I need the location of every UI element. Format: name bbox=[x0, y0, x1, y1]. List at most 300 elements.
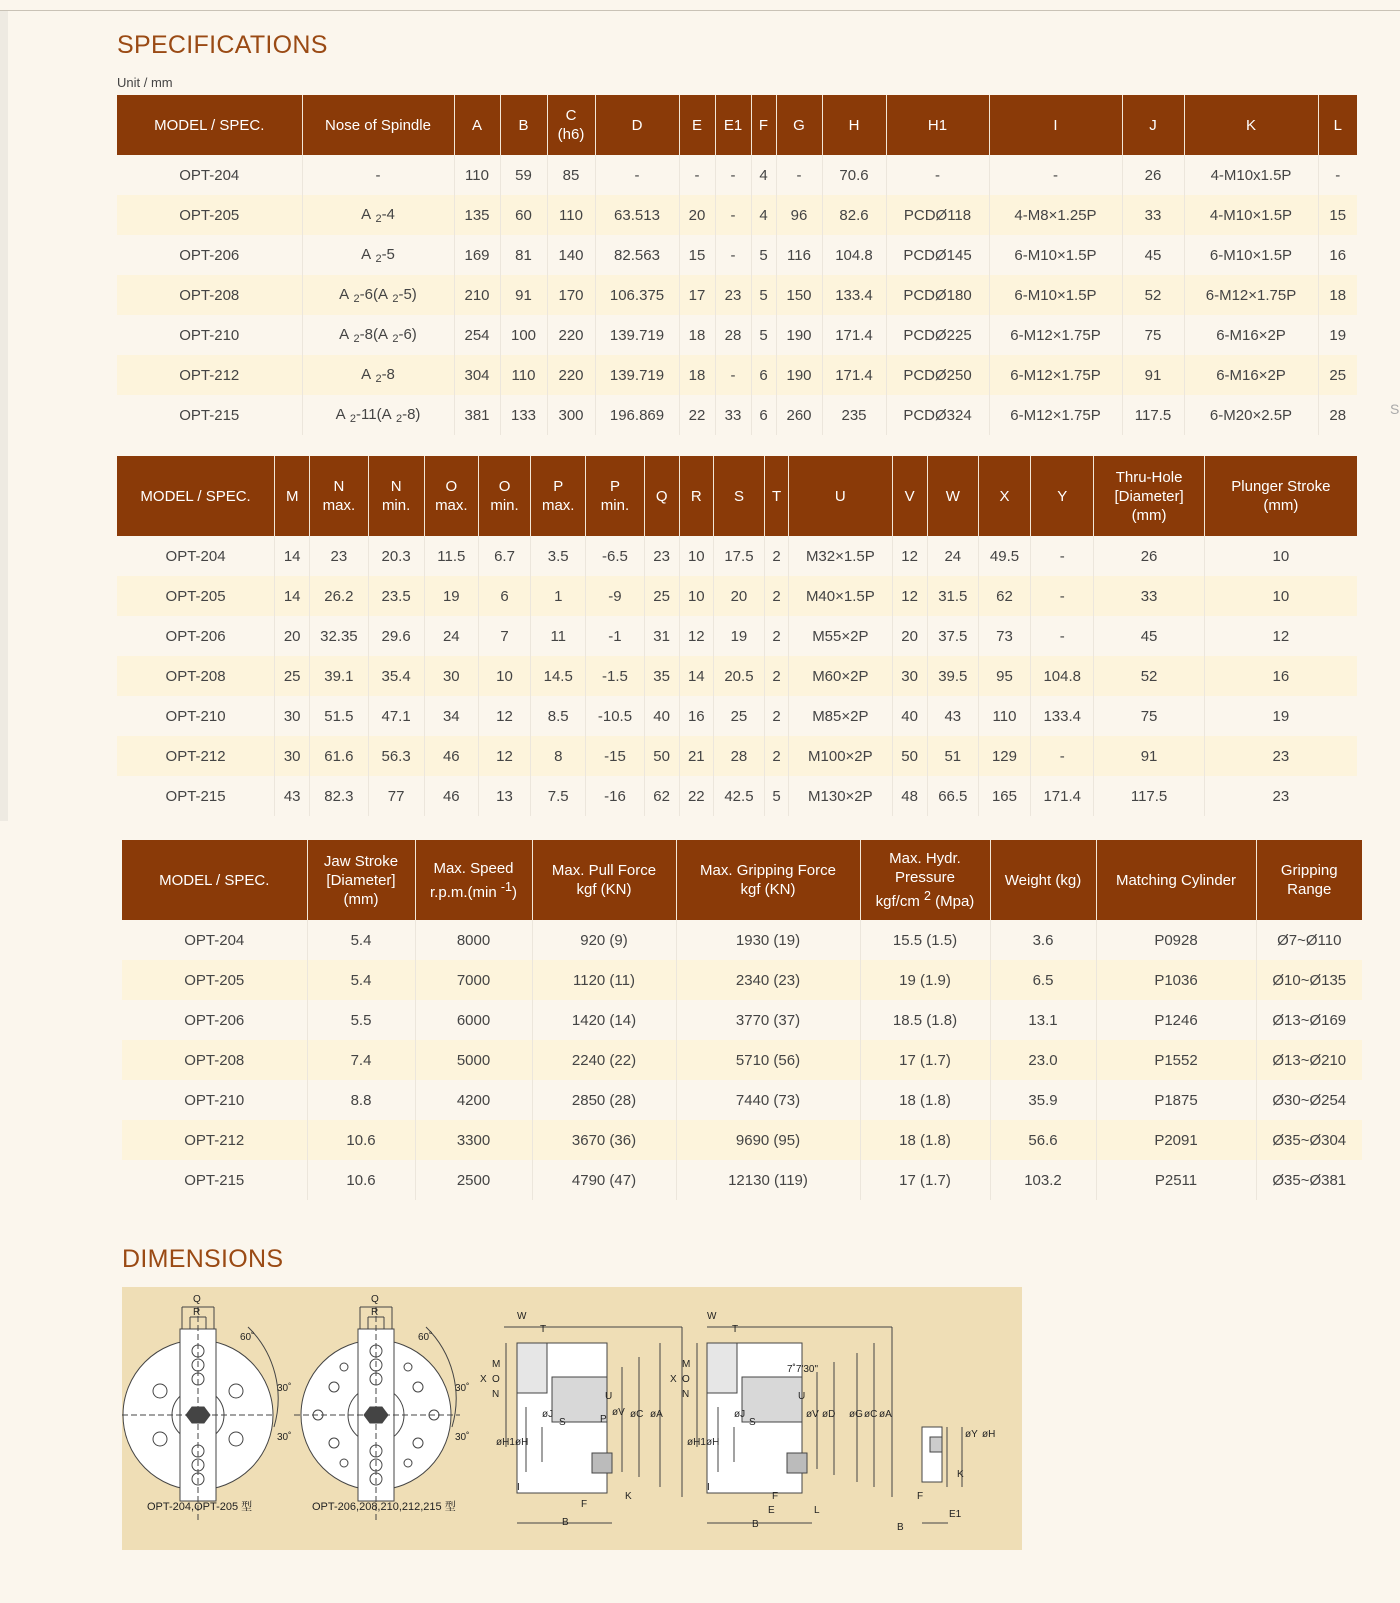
table-cell: 12 bbox=[892, 576, 927, 616]
table-cell: 4-M8×1.25P bbox=[989, 195, 1122, 235]
table-cell: 29.6 bbox=[368, 616, 424, 656]
table-cell: 24 bbox=[927, 536, 978, 576]
table-cell: 6-M12×1.75P bbox=[989, 395, 1122, 435]
table-cell: 7.4 bbox=[307, 1040, 415, 1080]
table-cell: 50 bbox=[892, 736, 927, 776]
table-cell: 18 bbox=[1318, 275, 1357, 315]
table-row bbox=[117, 235, 1357, 275]
unit-label: Unit / mm bbox=[117, 75, 173, 90]
label-c-2: øC bbox=[864, 1409, 878, 1420]
table2-header-5: O min. bbox=[478, 456, 530, 536]
table3-header-0: MODEL / SPEC. bbox=[122, 840, 307, 920]
table-cell: 14 bbox=[275, 576, 310, 616]
table-cell: 46 bbox=[424, 736, 478, 776]
table-cell: 17 (1.7) bbox=[860, 1040, 990, 1080]
label-e-2: E bbox=[768, 1505, 775, 1516]
table-row bbox=[117, 696, 1357, 736]
table-cell: - bbox=[595, 155, 679, 195]
table1-header-5: D bbox=[595, 95, 679, 155]
table-cell: 133.4 bbox=[822, 275, 886, 315]
table-cell: 7 bbox=[478, 616, 530, 656]
table2-header-13: V bbox=[892, 456, 927, 536]
table-cell: 51 bbox=[927, 736, 978, 776]
label-h-3: øH bbox=[982, 1429, 996, 1440]
table-cell: -1 bbox=[586, 616, 644, 656]
edge-fragment: S bbox=[1390, 401, 1400, 417]
table-cell: 28 bbox=[713, 736, 764, 776]
table-cell: 10 bbox=[478, 656, 530, 696]
table2-header-17: Thru-Hole [Diameter] (mm) bbox=[1094, 456, 1204, 536]
table-cell: 7.5 bbox=[531, 776, 586, 816]
label-h1-1: øH1 bbox=[496, 1437, 515, 1448]
table2-header-0: MODEL / SPEC. bbox=[117, 456, 275, 536]
table-row bbox=[117, 776, 1357, 816]
table-cell: 2240 (22) bbox=[532, 1040, 676, 1080]
table-cell: A $_2$-5 bbox=[302, 235, 454, 275]
table3-header-2: Max. Speed r.p.m.(min $^{-1}$) bbox=[415, 840, 532, 920]
table-cell: 6-M12×1.75P bbox=[1184, 275, 1318, 315]
table-cell: 25 bbox=[644, 576, 679, 616]
table-cell: 61.6 bbox=[310, 736, 368, 776]
table-cell: 91 bbox=[1094, 736, 1204, 776]
table-cell: -9 bbox=[586, 576, 644, 616]
table-cell: 190 bbox=[776, 355, 822, 395]
table1-header-0: MODEL / SPEC. bbox=[117, 95, 302, 155]
table-cell: OPT-212 bbox=[117, 355, 302, 395]
table-cell: 17.5 bbox=[713, 536, 764, 576]
table-cell: - bbox=[776, 155, 822, 195]
table-cell: 12 bbox=[892, 536, 927, 576]
table3-header-5: Max. Hydr. Pressure kgf/cm $^2$ (Mpa) bbox=[860, 840, 990, 920]
label-o-1: O bbox=[492, 1374, 500, 1385]
table-cell: 23 bbox=[310, 536, 368, 576]
table-cell: 5.4 bbox=[307, 960, 415, 1000]
table-cell: OPT-205 bbox=[122, 960, 307, 1000]
table-cell: 116 bbox=[776, 235, 822, 275]
table-cell: 12 bbox=[1204, 616, 1357, 656]
table-cell: PCDØ180 bbox=[886, 275, 989, 315]
label-30a-2: 30˚ bbox=[455, 1383, 470, 1394]
label-k-3: K bbox=[957, 1469, 964, 1480]
table-cell: 24 bbox=[424, 616, 478, 656]
label-s-1: S bbox=[559, 1417, 566, 1428]
table-cell: 10 bbox=[1204, 536, 1357, 576]
table-row bbox=[122, 920, 1362, 960]
table-cell: M60×2P bbox=[789, 656, 892, 696]
table-cell: 110 bbox=[978, 696, 1030, 736]
table-cell: 31 bbox=[644, 616, 679, 656]
table-cell: - bbox=[1031, 536, 1094, 576]
table-cell: 2 bbox=[765, 656, 789, 696]
table1-header-12: I bbox=[989, 95, 1122, 155]
table-cell: 15.5 (1.5) bbox=[860, 920, 990, 960]
table-cell: 33 bbox=[715, 395, 751, 435]
table-cell: 82.3 bbox=[310, 776, 368, 816]
table2-header-14: W bbox=[927, 456, 978, 536]
table-cell: P0928 bbox=[1096, 920, 1256, 960]
table-cell: OPT-215 bbox=[117, 395, 302, 435]
table-cell: 5 bbox=[751, 235, 776, 275]
table-cell: 150 bbox=[776, 275, 822, 315]
table-row bbox=[117, 736, 1357, 776]
table-cell: 12130 (119) bbox=[676, 1160, 860, 1200]
table-cell: - bbox=[302, 155, 454, 195]
table-cell: 6-M20×2.5P bbox=[1184, 395, 1318, 435]
table-row bbox=[117, 315, 1357, 355]
table-cell: 6-M10×1.5P bbox=[1184, 235, 1318, 275]
table-cell: 43 bbox=[275, 776, 310, 816]
table-cell: 110 bbox=[547, 195, 595, 235]
table-cell: OPT-212 bbox=[122, 1120, 307, 1160]
table-cell: 135 bbox=[454, 195, 500, 235]
table-cell: 169 bbox=[454, 235, 500, 275]
label-y-3: øY bbox=[965, 1429, 978, 1440]
table-cell: 196.869 bbox=[595, 395, 679, 435]
label-f-3: F bbox=[917, 1491, 924, 1502]
table-cell: 10 bbox=[1204, 576, 1357, 616]
table-cell: 4790 (47) bbox=[532, 1160, 676, 1200]
label-h-1: øH bbox=[515, 1437, 529, 1448]
table-cell: OPT-208 bbox=[122, 1040, 307, 1080]
table2-header-10: S bbox=[713, 456, 764, 536]
table2-header-1: M bbox=[275, 456, 310, 536]
label-m-1: M bbox=[492, 1359, 501, 1370]
table-cell: 210 bbox=[454, 275, 500, 315]
table-cell: PCDØ118 bbox=[886, 195, 989, 235]
label-r-1: R bbox=[193, 1307, 201, 1318]
table-cell: 110 bbox=[500, 355, 547, 395]
specifications-title: SPECIFICATIONS bbox=[117, 31, 328, 59]
table-cell: 103.2 bbox=[990, 1160, 1096, 1200]
caption-opt-204-205: OPT-204,OPT-205 型 bbox=[147, 1501, 253, 1513]
table-cell: 75 bbox=[1094, 696, 1204, 736]
table-cell: 52 bbox=[1122, 275, 1184, 315]
table-cell: Ø13~Ø210 bbox=[1256, 1040, 1362, 1080]
table-cell: 117.5 bbox=[1094, 776, 1204, 816]
dimensions-title: DIMENSIONS bbox=[122, 1245, 284, 1273]
table-cell: 77 bbox=[368, 776, 424, 816]
table-cell: 2 bbox=[765, 576, 789, 616]
table-cell: M130×2P bbox=[789, 776, 892, 816]
table-cell: 49.5 bbox=[978, 536, 1030, 576]
table2-header-2: N max. bbox=[310, 456, 368, 536]
table-cell: 14.5 bbox=[531, 656, 586, 696]
table-cell: A $_2$-4 bbox=[302, 195, 454, 235]
table-cell: 4 bbox=[751, 155, 776, 195]
table-cell: 5 bbox=[751, 315, 776, 355]
table-cell: 19 bbox=[713, 616, 764, 656]
table-cell: 30 bbox=[424, 656, 478, 696]
table-cell: 170 bbox=[547, 275, 595, 315]
table-cell: 6 bbox=[751, 395, 776, 435]
table-cell: 5 bbox=[765, 776, 789, 816]
table-cell: 165 bbox=[978, 776, 1030, 816]
table-cell: OPT-206 bbox=[117, 235, 302, 275]
table-cell: 52 bbox=[1094, 656, 1204, 696]
left-edge-shade bbox=[0, 11, 8, 821]
table-cell: 16 bbox=[1204, 656, 1357, 696]
table-cell: 20 bbox=[679, 195, 715, 235]
table-cell: - bbox=[1318, 155, 1357, 195]
table1-header-10: H bbox=[822, 95, 886, 155]
table-cell: P2091 bbox=[1096, 1120, 1256, 1160]
table3-header-1: Jaw Stroke [Diameter] (mm) bbox=[307, 840, 415, 920]
table-cell: 56.3 bbox=[368, 736, 424, 776]
table-cell: 32.35 bbox=[310, 616, 368, 656]
table-cell: 22 bbox=[679, 395, 715, 435]
section-view-1 bbox=[504, 1327, 682, 1523]
table-cell: - bbox=[1031, 576, 1094, 616]
table-cell: 17 bbox=[679, 275, 715, 315]
table-cell: 171.4 bbox=[822, 355, 886, 395]
table-cell: 6-M10×1.5P bbox=[989, 235, 1122, 275]
table-row bbox=[117, 576, 1357, 616]
table-cell: 104.8 bbox=[822, 235, 886, 275]
table-cell: 9690 (95) bbox=[676, 1120, 860, 1160]
table-cell: 133.4 bbox=[1031, 696, 1094, 736]
table-cell: 2500 bbox=[415, 1160, 532, 1200]
table-cell: - bbox=[886, 155, 989, 195]
table-cell: PCDØ250 bbox=[886, 355, 989, 395]
table3-header-3: Max. Pull Force kgf (KN) bbox=[532, 840, 676, 920]
table2-header-9: R bbox=[679, 456, 713, 536]
table-cell: OPT-210 bbox=[117, 696, 275, 736]
table-cell: 1 bbox=[531, 576, 586, 616]
table-row bbox=[117, 616, 1357, 656]
table-cell: 5710 (56) bbox=[676, 1040, 860, 1080]
table-cell: 6-M12×1.75P bbox=[989, 315, 1122, 355]
table-row bbox=[122, 1000, 1362, 1040]
table-cell: 18 bbox=[679, 355, 715, 395]
table-cell: Ø30~Ø254 bbox=[1256, 1080, 1362, 1120]
table-cell: 12 bbox=[478, 736, 530, 776]
table-cell: 59 bbox=[500, 155, 547, 195]
table-cell: 117.5 bbox=[1122, 395, 1184, 435]
label-n-2: N bbox=[682, 1389, 690, 1400]
label-v-2: øV bbox=[806, 1409, 819, 1420]
table-cell: 3770 (37) bbox=[676, 1000, 860, 1040]
table-row bbox=[117, 536, 1357, 576]
label-30b-1: 30˚ bbox=[277, 1432, 292, 1443]
label-h1-2: øH1 bbox=[687, 1437, 706, 1448]
table-cell: 23 bbox=[715, 275, 751, 315]
label-a-2: øA bbox=[879, 1409, 892, 1420]
label-j-2: øJ bbox=[734, 1409, 746, 1420]
table-cell: M55×2P bbox=[789, 616, 892, 656]
table-cell: 4-M10x1.5P bbox=[1184, 155, 1318, 195]
table-cell: 220 bbox=[547, 315, 595, 355]
table2-header-15: X bbox=[978, 456, 1030, 536]
table-cell: 220 bbox=[547, 355, 595, 395]
table-cell: 16 bbox=[679, 696, 713, 736]
label-f-2: F bbox=[772, 1491, 779, 1502]
table-cell: 26 bbox=[1122, 155, 1184, 195]
table1-header-13: J bbox=[1122, 95, 1184, 155]
table-cell: 28 bbox=[715, 315, 751, 355]
label-i-1: I bbox=[517, 1482, 520, 1493]
table-cell: 235 bbox=[822, 395, 886, 435]
label-30b-2: 30˚ bbox=[455, 1432, 470, 1443]
table-cell: 63.513 bbox=[595, 195, 679, 235]
table-cell: 22 bbox=[679, 776, 713, 816]
table-cell: 171.4 bbox=[1031, 776, 1094, 816]
label-t-2: T bbox=[732, 1324, 739, 1335]
label-c-1: øC bbox=[630, 1409, 644, 1420]
dimension-drawings bbox=[122, 1287, 1022, 1550]
table-cell: 19 bbox=[1318, 315, 1357, 355]
table2-header-7: P min. bbox=[586, 456, 644, 536]
table-cell: 6-M10×1.5P bbox=[989, 275, 1122, 315]
table-cell: -10.5 bbox=[586, 696, 644, 736]
table-cell: M100×2P bbox=[789, 736, 892, 776]
table-cell: - bbox=[1031, 736, 1094, 776]
table1-header-1: Nose of Spindle bbox=[302, 95, 454, 155]
table-cell: 19 (1.9) bbox=[860, 960, 990, 1000]
table-cell: -15 bbox=[586, 736, 644, 776]
table-row bbox=[117, 355, 1357, 395]
table-cell: 20.5 bbox=[713, 656, 764, 696]
table-cell: 31.5 bbox=[927, 576, 978, 616]
top-divider bbox=[0, 10, 1400, 11]
table1-header-8: F bbox=[751, 95, 776, 155]
table-cell: 254 bbox=[454, 315, 500, 355]
label-b-3: B bbox=[897, 1522, 904, 1533]
table-cell: 35.9 bbox=[990, 1080, 1096, 1120]
table-cell: A $_2$-8(A $_2$-6) bbox=[302, 315, 454, 355]
label-h-2: øH bbox=[706, 1437, 720, 1448]
table-cell: PCDØ324 bbox=[886, 395, 989, 435]
table-cell: 48 bbox=[892, 776, 927, 816]
table-cell: 106.375 bbox=[595, 275, 679, 315]
table-cell: -16 bbox=[586, 776, 644, 816]
table-cell: 11.5 bbox=[424, 536, 478, 576]
table-cell: 81 bbox=[500, 235, 547, 275]
table-cell: 47.1 bbox=[368, 696, 424, 736]
spec-table-performance bbox=[122, 840, 1362, 1200]
table-cell: A $_2$-11(A $_2$-8) bbox=[302, 395, 454, 435]
table-cell: 7440 (73) bbox=[676, 1080, 860, 1120]
table-cell: 171.4 bbox=[822, 315, 886, 355]
table2-header-4: O max. bbox=[424, 456, 478, 536]
table1-header-6: E bbox=[679, 95, 715, 155]
table-cell: 1930 (19) bbox=[676, 920, 860, 960]
table-cell: 2 bbox=[765, 736, 789, 776]
table3-header-6: Weight (kg) bbox=[990, 840, 1096, 920]
table-cell: 23.0 bbox=[990, 1040, 1096, 1080]
table-cell: 10 bbox=[679, 536, 713, 576]
table-cell: M85×2P bbox=[789, 696, 892, 736]
table-cell: - bbox=[715, 195, 751, 235]
table-cell: 5 bbox=[751, 275, 776, 315]
label-o-2: O bbox=[682, 1374, 690, 1385]
table-cell: OPT-210 bbox=[117, 315, 302, 355]
table-cell: 6-M16×2P bbox=[1184, 355, 1318, 395]
table-cell: 12 bbox=[679, 616, 713, 656]
table-cell: 12 bbox=[478, 696, 530, 736]
label-w-2: W bbox=[707, 1311, 717, 1322]
table-cell: 14 bbox=[275, 536, 310, 576]
table-cell: 8.8 bbox=[307, 1080, 415, 1120]
table-cell: 23 bbox=[1204, 736, 1357, 776]
spec-table-dimensions-a-l bbox=[117, 95, 1357, 435]
table-cell: OPT-212 bbox=[117, 736, 275, 776]
label-s-2: S bbox=[749, 1417, 756, 1428]
table-cell: 6 bbox=[751, 355, 776, 395]
table-cell: 25 bbox=[275, 656, 310, 696]
table-cell: 66.5 bbox=[927, 776, 978, 816]
table-cell: 26 bbox=[1094, 536, 1204, 576]
table-cell: 73 bbox=[978, 616, 1030, 656]
table-cell: 190 bbox=[776, 315, 822, 355]
table-cell: 6-M12×1.75P bbox=[989, 355, 1122, 395]
table-cell: 46 bbox=[424, 776, 478, 816]
table-cell: 139.719 bbox=[595, 315, 679, 355]
table-cell: 1420 (14) bbox=[532, 1000, 676, 1040]
table-cell: 4-M10×1.5P bbox=[1184, 195, 1318, 235]
table-cell: 6000 bbox=[415, 1000, 532, 1040]
label-v-1: øV bbox=[612, 1407, 625, 1418]
table-cell: 40 bbox=[892, 696, 927, 736]
label-q-2: Q bbox=[371, 1294, 379, 1305]
table3-header-7: Matching Cylinder bbox=[1096, 840, 1256, 920]
label-w-1: W bbox=[517, 1311, 527, 1322]
table-cell: 45 bbox=[1122, 235, 1184, 275]
table2-header-8: Q bbox=[644, 456, 679, 536]
table-cell: A $_2$-6(A $_2$-5) bbox=[302, 275, 454, 315]
label-b-1: B bbox=[562, 1517, 569, 1528]
table-cell: 133 bbox=[500, 395, 547, 435]
table-cell: 140 bbox=[547, 235, 595, 275]
table-cell: OPT-215 bbox=[117, 776, 275, 816]
table3-header-4: Max. Gripping Force kgf (KN) bbox=[676, 840, 860, 920]
label-u-1: U bbox=[605, 1391, 613, 1402]
table-cell: 35.4 bbox=[368, 656, 424, 696]
table-cell: 43 bbox=[927, 696, 978, 736]
table-row bbox=[122, 1160, 1362, 1200]
table-cell: OPT-204 bbox=[117, 155, 302, 195]
table-cell: - bbox=[715, 235, 751, 275]
table-cell: OPT-205 bbox=[117, 576, 275, 616]
table-cell: 17 (1.7) bbox=[860, 1160, 990, 1200]
table-cell: 23 bbox=[644, 536, 679, 576]
table-cell: M32×1.5P bbox=[789, 536, 892, 576]
table-cell: 20 bbox=[713, 576, 764, 616]
table-cell: 3670 (36) bbox=[532, 1120, 676, 1160]
section-view-2 bbox=[697, 1327, 892, 1523]
table-cell: P1552 bbox=[1096, 1040, 1256, 1080]
table-cell: 42.5 bbox=[713, 776, 764, 816]
table-cell: 104.8 bbox=[1031, 656, 1094, 696]
table-cell: A $_2$-8 bbox=[302, 355, 454, 395]
table1-header-3: B bbox=[500, 95, 547, 155]
table-cell: OPT-215 bbox=[122, 1160, 307, 1200]
table-cell: 91 bbox=[1122, 355, 1184, 395]
table-row bbox=[117, 195, 1357, 235]
table-cell: 6.7 bbox=[478, 536, 530, 576]
table-cell: 19 bbox=[1204, 696, 1357, 736]
table-row bbox=[117, 395, 1357, 435]
table-cell: - bbox=[679, 155, 715, 195]
label-q-1: Q bbox=[193, 1294, 201, 1305]
label-i-2: I bbox=[707, 1482, 710, 1493]
table-cell: 21 bbox=[679, 736, 713, 776]
table-cell: 33 bbox=[1094, 576, 1204, 616]
table-cell: 85 bbox=[547, 155, 595, 195]
table-cell: Ø13~Ø169 bbox=[1256, 1000, 1362, 1040]
label-d-2: øD bbox=[822, 1409, 836, 1420]
table-cell: 96 bbox=[776, 195, 822, 235]
label-60-2: 60˚ bbox=[418, 1332, 433, 1343]
